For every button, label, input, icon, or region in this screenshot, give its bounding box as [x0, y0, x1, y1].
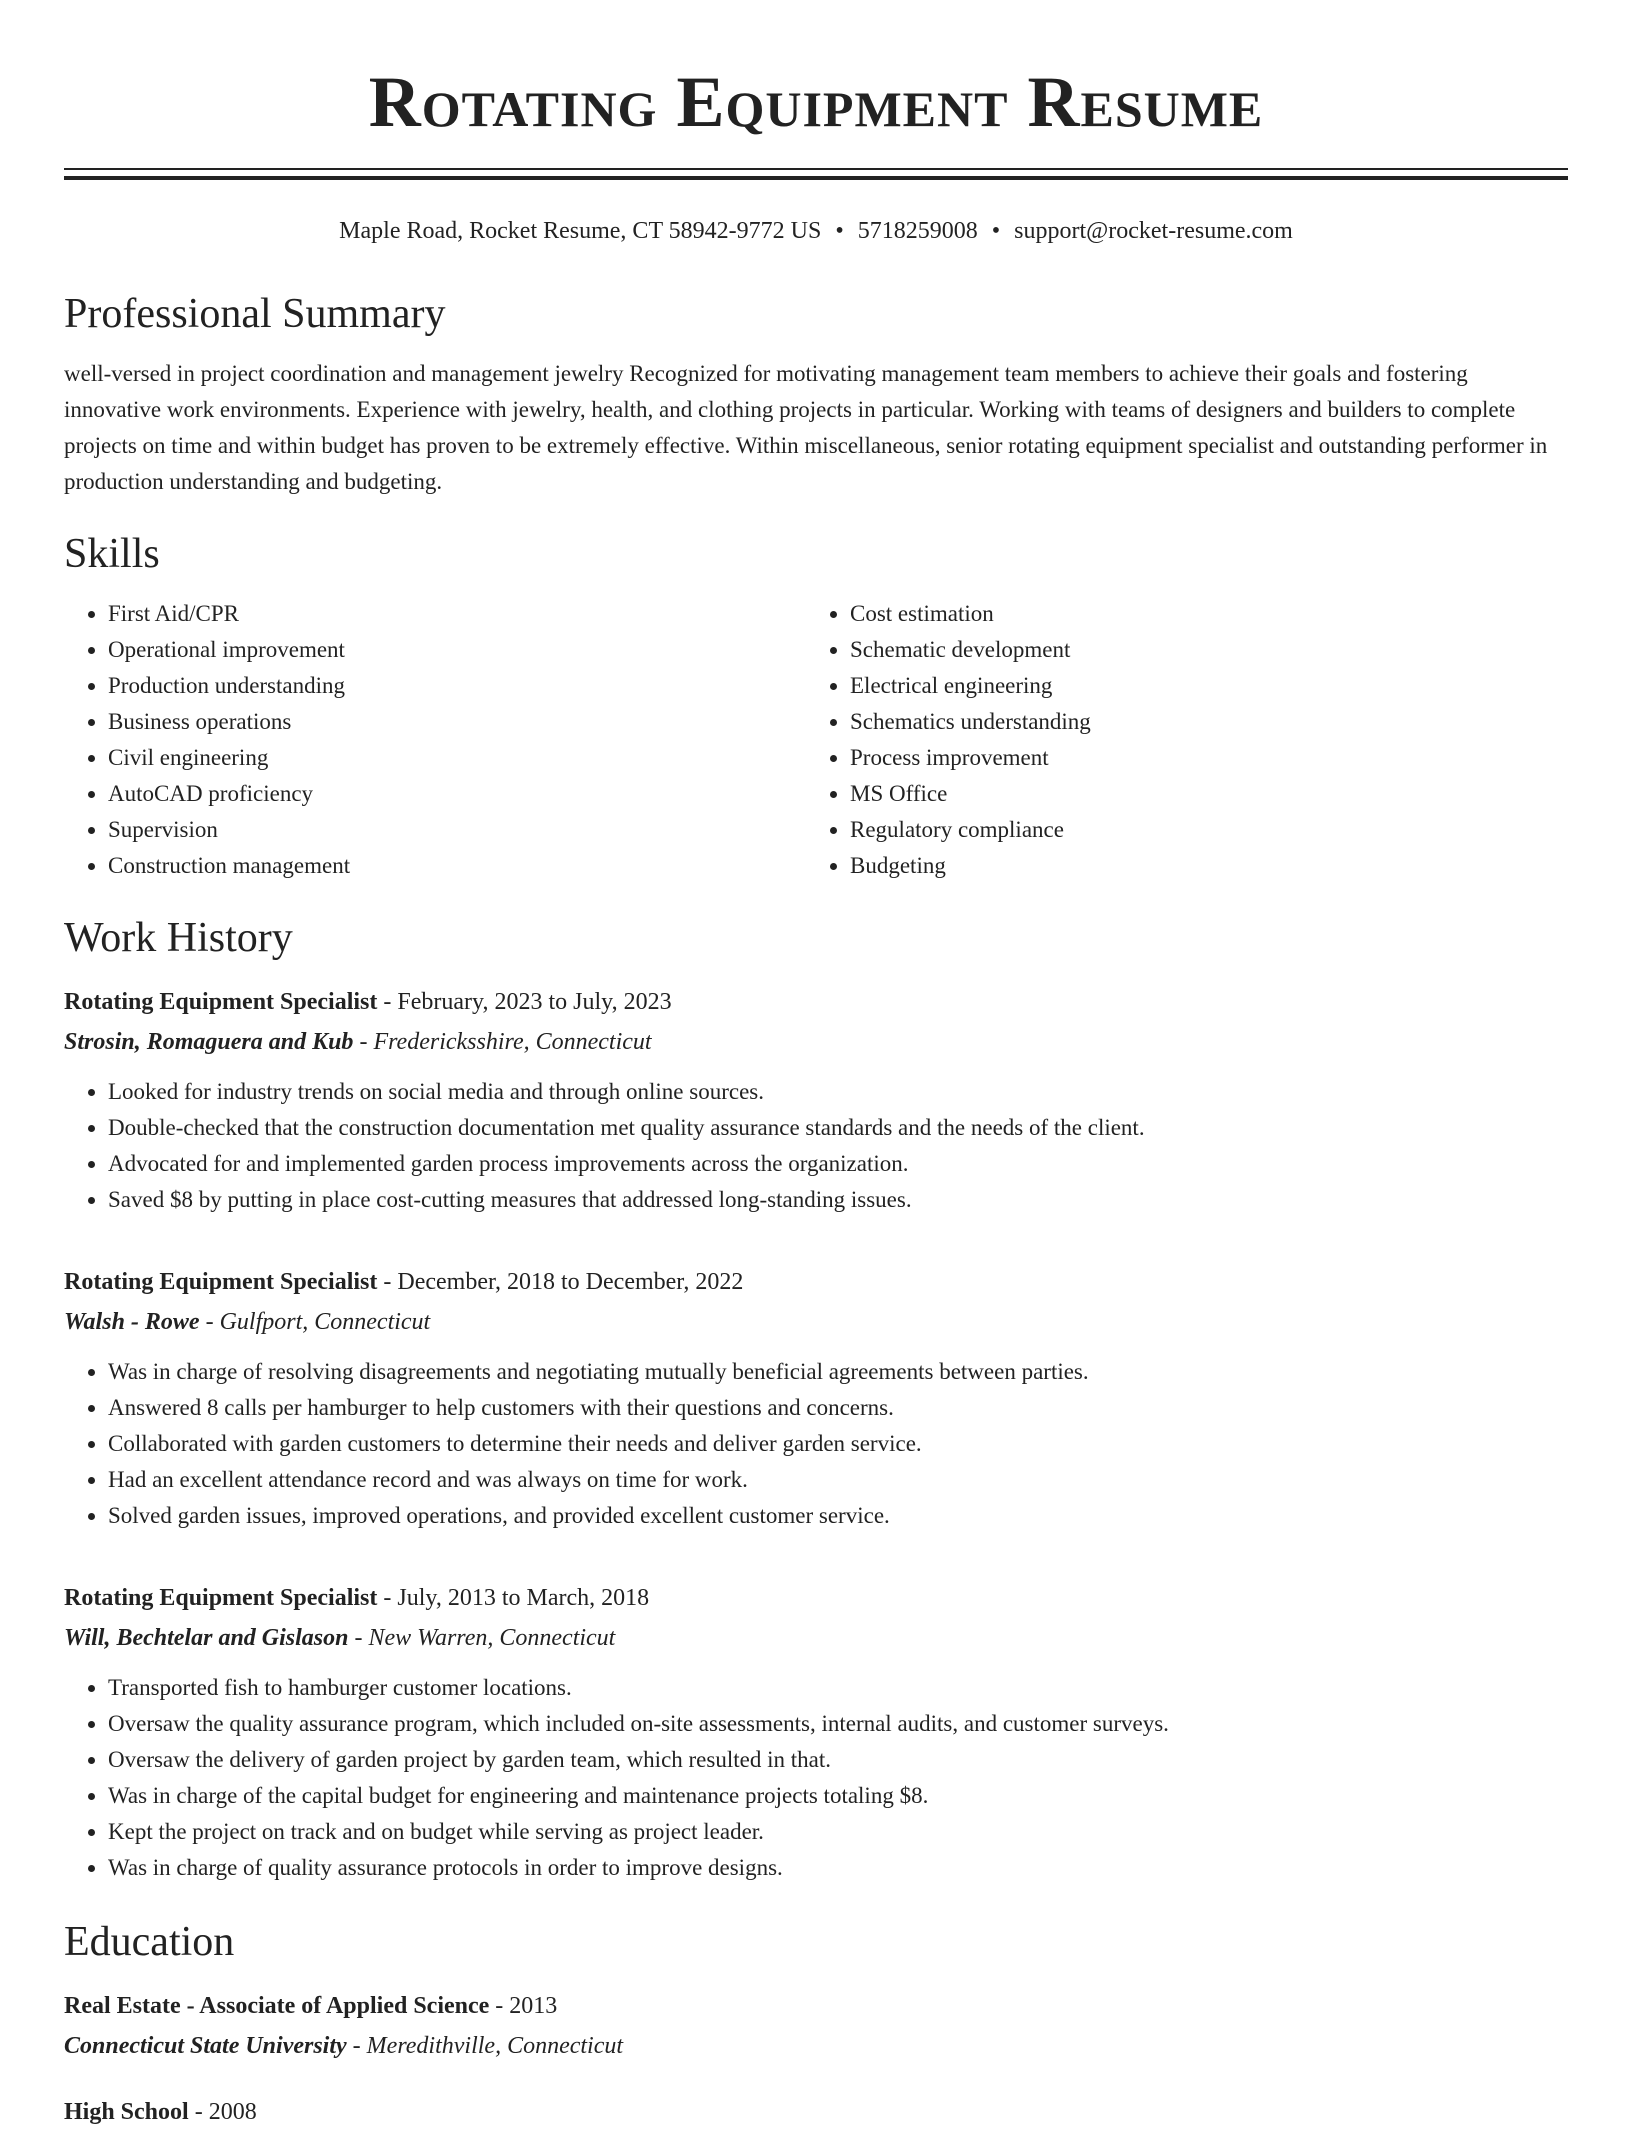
contact-separator: • [991, 218, 1001, 244]
job-dates: December, 2018 to December, 2022 [397, 1269, 744, 1295]
skill-item: • First Aid/CPR [108, 596, 806, 632]
job-bullet: • Saved $8 by putting in place cost-cutting measures that addressed long-standing issues. [108, 1182, 1568, 1218]
job-title: Rotating Equipment Specialist [64, 989, 378, 1015]
job-header: Rotating Equipment Specialist - July, 2013 to March, 2018 [64, 1585, 650, 1611]
job-title: Rotating Equipment Specialist [64, 1269, 378, 1295]
job-location: Fredericksshire, Connecticut [373, 1029, 652, 1055]
skill-item: • Civil engineering [108, 740, 806, 776]
job-company-line: Walsh - Rowe - Gulfport, Connecticut [64, 1309, 431, 1335]
job-bullet: • Kept the project on track and on budget while serving as project leader. [108, 1814, 1568, 1850]
education-entry [64, 2092, 1568, 2132]
skill-item: • Supervision [108, 812, 806, 848]
contact-separator: • [835, 218, 844, 244]
job-bullet: • Transported fish to hamburger customer locations. [108, 1670, 1568, 1706]
job-bullet: • Was in charge of quality assurance protocols in order to improve designs. [108, 1850, 1568, 1886]
job-bullet: • Was in charge of resolving disagreements and negotiating mutually beneficial agreements between parties. [108, 1354, 1568, 1390]
job-company-line: Strosin, Romaguera and Kub - Fredericksshire, Connecticut [64, 1029, 652, 1055]
education-header: High School - 2008 [64, 2099, 257, 2125]
job-bullets [64, 1670, 1568, 1886]
title-divider [64, 168, 1568, 180]
job-bullet: • Answered 8 calls per hamburger to help customers with their questions and concerns. [108, 1390, 1568, 1426]
skills-heading: Skills [64, 531, 160, 577]
job-bullet: • Was in charge of the capital budget for engineering and maintenance projects totaling $8. [108, 1778, 1568, 1814]
contact-phone: 5718259008 [857, 218, 978, 244]
summary-heading: Professional Summary [64, 291, 446, 337]
skills-column-left [64, 596, 806, 884]
job-header: Rotating Equipment Specialist - February, 2023 to July, 2023 [64, 989, 672, 1015]
job-entry [64, 1262, 1568, 1534]
skill-item: • Regulatory compliance [850, 812, 1548, 848]
skill-item: • Operational improvement [108, 632, 806, 668]
job-company: Strosin, Romaguera and Kub [64, 1029, 354, 1055]
job-location: Gulfport, Connecticut [219, 1309, 431, 1335]
skill-item: • Schematic development [850, 632, 1548, 668]
education-year: 2008 [208, 2099, 257, 2125]
job-title: Rotating Equipment Specialist [64, 1585, 378, 1611]
contact-email: support@rocket-resume.com [1014, 218, 1293, 244]
job-dates: July, 2013 to March, 2018 [397, 1585, 650, 1611]
job-bullet: • Looked for industry trends on social media and through online sources. [108, 1074, 1568, 1110]
job-bullets [64, 1354, 1568, 1534]
job-bullets [64, 1074, 1568, 1218]
job-bullet: • Advocated for and implemented garden process improvements across the organization. [108, 1146, 1568, 1182]
job-bullet: • Solved garden issues, improved operations, and provided excellent customer service. [108, 1498, 1568, 1534]
skill-item: • Business operations [108, 704, 806, 740]
skill-item: • Electrical engineering [850, 668, 1548, 704]
summary-text: well-versed in project coordination and management jewelry Recognized for motivating management team members to achieve their goals and fostering innovative work environments. Experience with jewelry, health, and clothing projects in particular. Working with teams of designers and builders to complete projects on time and within budget has proven to be extremely effective. Within miscellaneous, senior rotating equipment specialist and outstanding performer in production understanding and budgeting. [64, 361, 1548, 494]
contact-info [64, 216, 1568, 246]
job-entry [64, 982, 1568, 1218]
divider-line-thick [64, 176, 1568, 180]
skill-item: • Process improvement [850, 740, 1548, 776]
skill-item: • MS Office [850, 776, 1548, 812]
education-location: Meredithville, Connecticut [366, 2033, 624, 2059]
education-entry [64, 1986, 1568, 2066]
skill-item: • Construction management [108, 848, 806, 884]
job-company: Will, Bechtelar and Gislason [64, 1625, 349, 1651]
education-header: Real Estate - Associate of Applied Science - 2013 [64, 1993, 558, 2019]
job-bullet: • Double-checked that the construction documentation met quality assurance standards and the needs of the client. [108, 1110, 1568, 1146]
job-company: Walsh - Rowe [64, 1309, 200, 1335]
education-school-line: Connecticut State University - Meredithville, Connecticut [64, 2033, 624, 2059]
job-location: New Warren, Connecticut [368, 1625, 616, 1651]
education-degree: Real Estate - Associate of Applied Science [64, 1993, 490, 2019]
skill-item: • Schematics understanding [850, 704, 1548, 740]
job-bullet: • Oversaw the quality assurance program, which included on-site assessments, internal audits, and customer surveys. [108, 1706, 1568, 1742]
skills-column-right [806, 596, 1548, 884]
education-school: Connecticut State University [64, 2033, 347, 2059]
education-year: 2013 [509, 1993, 558, 2019]
job-bullet: • Oversaw the delivery of garden project by garden team, which resulted in that. [108, 1742, 1568, 1778]
work-history-heading: Work History [64, 915, 293, 961]
job-bullet: • Had an excellent attendance record and was always on time for work. [108, 1462, 1568, 1498]
skill-item: • Budgeting [850, 848, 1548, 884]
skill-item: • Production understanding [108, 668, 806, 704]
skill-item: • AutoCAD proficiency [108, 776, 806, 812]
divider-line-thin [64, 168, 1568, 170]
skills-list [64, 596, 1568, 884]
job-bullet: • Collaborated with garden customers to determine their needs and deliver garden service. [108, 1426, 1568, 1462]
job-header: Rotating Equipment Specialist - December, 2018 to December, 2022 [64, 1269, 744, 1295]
resume-title: Rotating Equipment Resume [368, 62, 1264, 142]
job-company-line: Will, Bechtelar and Gislason - New Warren, Connecticut [64, 1625, 616, 1651]
contact-address: Maple Road, Rocket Resume, CT 58942-9772 US [339, 218, 822, 244]
job-dates: February, 2023 to July, 2023 [397, 989, 672, 1015]
job-entry [64, 1578, 1568, 1886]
education-degree: High School [64, 2099, 189, 2125]
skill-item: • Cost estimation [850, 596, 1548, 632]
education-heading: Education [64, 1919, 235, 1965]
